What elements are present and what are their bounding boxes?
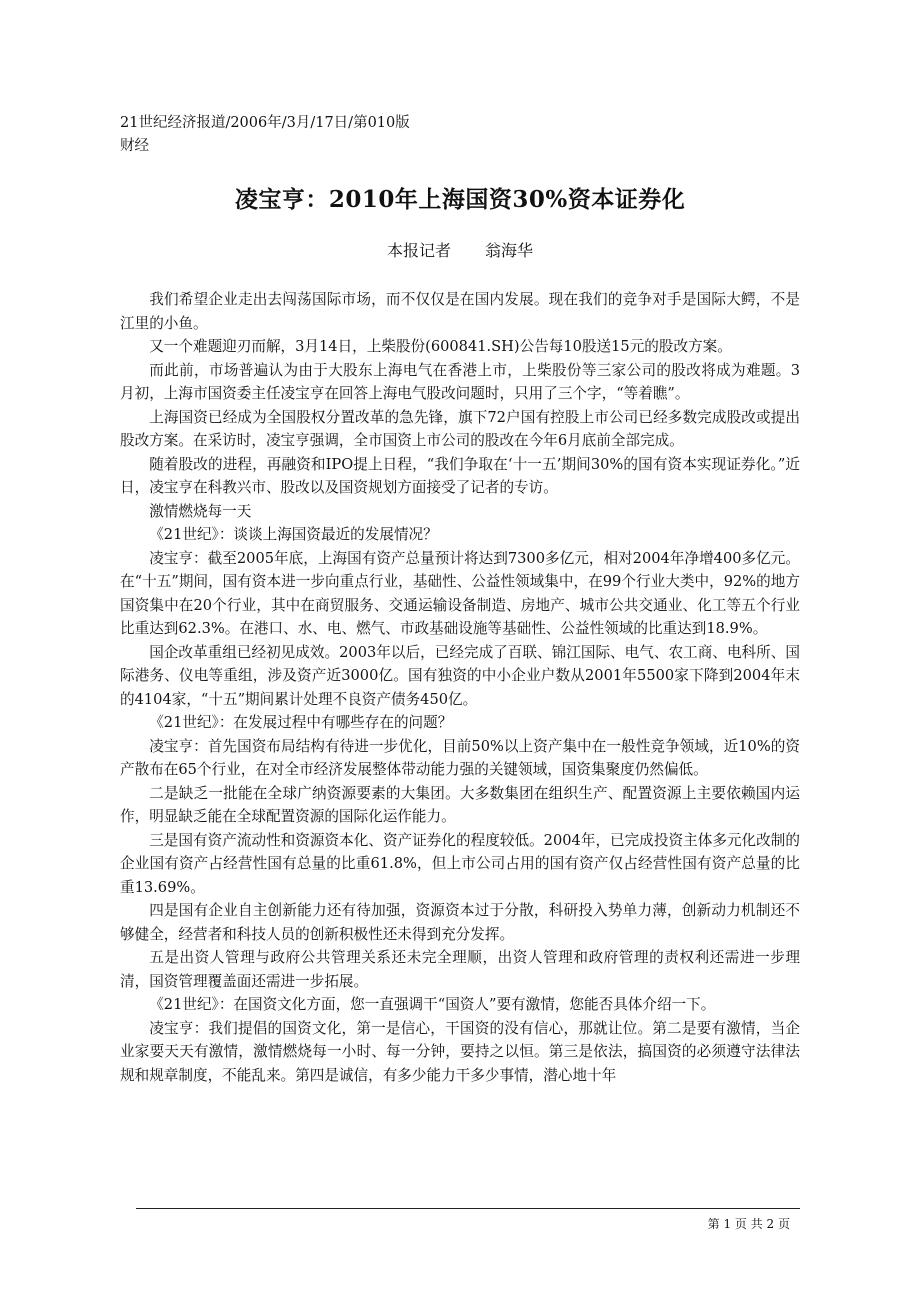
- section-label: 财经: [120, 138, 149, 154]
- paragraph: 随着股改的进程，再融资和IPO提上日程，“我们争取在‘十一五’期间30%的国有资本实现证券化。”近日，凌宝亨在科教兴市、股改以及国资规划方面接受了记者的专访。: [120, 455, 800, 496]
- article-body: [120, 288, 800, 1087]
- page-number: 第 1 页 共 2 页: [707, 1217, 790, 1231]
- subheading: 激情燃烧每一天: [149, 502, 252, 520]
- paragraph: 四是国有企业自主创新能力还有待加强，资源资本过于分散，科研投入势单力薄，创新动力机制还不够健全，经营者和科技人员的创新积极性还未得到充分发挥。: [120, 902, 800, 943]
- paragraph: 二是缺乏一批能在全球广纳资源要素的大集团。大多数集团在组织生产、配置资源上主要依赖国内运作，明显缺乏能在全球配置资源的国际化运作能力。: [120, 784, 800, 825]
- byline-role: 本报记者: [386, 241, 451, 260]
- question: 《21世纪》：在国资文化方面，您一直强调干“国资人”要有激情，您能否具体介绍一下。: [149, 996, 716, 1013]
- paragraph: 三是国有资产流动性和资源资本化、资产证券化的程度较低。2004年，已完成投资主体多元化改制的企业国有资产占经营性国有总量的比重61.8%，但上市公司占用的国有资产仅占经营性国有资产总量的比重13.69%。: [120, 831, 800, 896]
- paragraph: 凌宝亨：截至2005年底，上海国有资产总量预计将达到7300多亿元，相对2004年净增400多亿元。在“十五”期间，国有资本进一步向重点行业，基础性、公益性领域集中，在99个行业大类中，92%的地方国资集中在20个行业，其中在商贸服务、交通运输设备制造、房地产、城市公共交通业、化工等五个行业比重达到62.3%。在港口、水、电、燃气、市政基础设施等基础性、公益性领域的比重达到18.9%。: [120, 549, 800, 637]
- article-title: 凌宝亨：2010年上海国资30%资本证券化: [234, 186, 686, 213]
- byline: [0, 238, 920, 264]
- paragraph: 五是出资人管理与政府公共管理关系还未完全理顺，出资人管理和政府管理的责权利还需进一步理清，国资管理覆盖面还需进一步拓展。: [120, 949, 800, 990]
- source-line: 21世纪经济报道/2006年/3月/17日/第010版: [120, 115, 410, 131]
- paragraph: 凌宝亨：首先国资布局结构有待进一步优化，目前50%以上资产集中在一般性竞争领域，近10%的资产散布在65个行业，在对全市经济发展整体带动能力强的关键领域，国资集聚度仍然偏低。: [120, 737, 800, 778]
- byline-name: 翁海华: [485, 241, 534, 260]
- paragraph: 而此前，市场普遍认为由于大股东上海电气在香港上市，上柴股份等三家公司的股改将成为难题。3月初，上海市国资委主任凌宝亨在回答上海电气股改问题时，只用了三个字，“等着瞧”。: [120, 361, 800, 402]
- article-meta: [120, 112, 410, 158]
- paragraph: 上海国资已经成为全国股权分置改革的急先锋，旗下72户国有控股上市公司已经多数完成股改或提出股改方案。在采访时，凌宝亨强调，全市国资上市公司的股改在今年6月底前全部完成。: [120, 408, 800, 449]
- paragraph: 国企改革重组已经初见成效。2003年以后，已经完成了百联、锦江国际、电气、农工商、电科所、国际港务、仪电等重组，涉及资产近3000亿。国有独资的中小企业户数从2001年5500家下降到2004年末的4104家，“十五”期间累计处理不良资产债务450亿。: [120, 643, 800, 708]
- question: 《21世纪》：谈谈上海国资最近的发展情况？: [149, 526, 438, 543]
- paragraph: 我们希望企业走出去闯荡国际市场，而不仅仅是在国内发展。现在我们的竞争对手是国际大鳄，不是江里的小鱼。: [120, 291, 800, 332]
- paragraph: 凌宝亨：我们提倡的国资文化，第一是信心，干国资的没有信心，那就让位。第二是要有激情，当企业家要天天有激情，激情燃烧每一小时、每一分钟，要持之以恒。第三是依法，搞国资的必须遵守法律法规和规章制度，不能乱来。第四是诚信，有多少能力干多少事情，潜心地十年: [120, 1019, 800, 1084]
- paragraph: 又一个难题迎刃而解，3月14日，上柴股份(600841.SH)公告每10股送15元的股改方案。: [149, 338, 732, 355]
- footer-divider: [136, 1208, 800, 1209]
- question: 《21世纪》：在发展过程中有哪些存在的问题？: [149, 714, 453, 731]
